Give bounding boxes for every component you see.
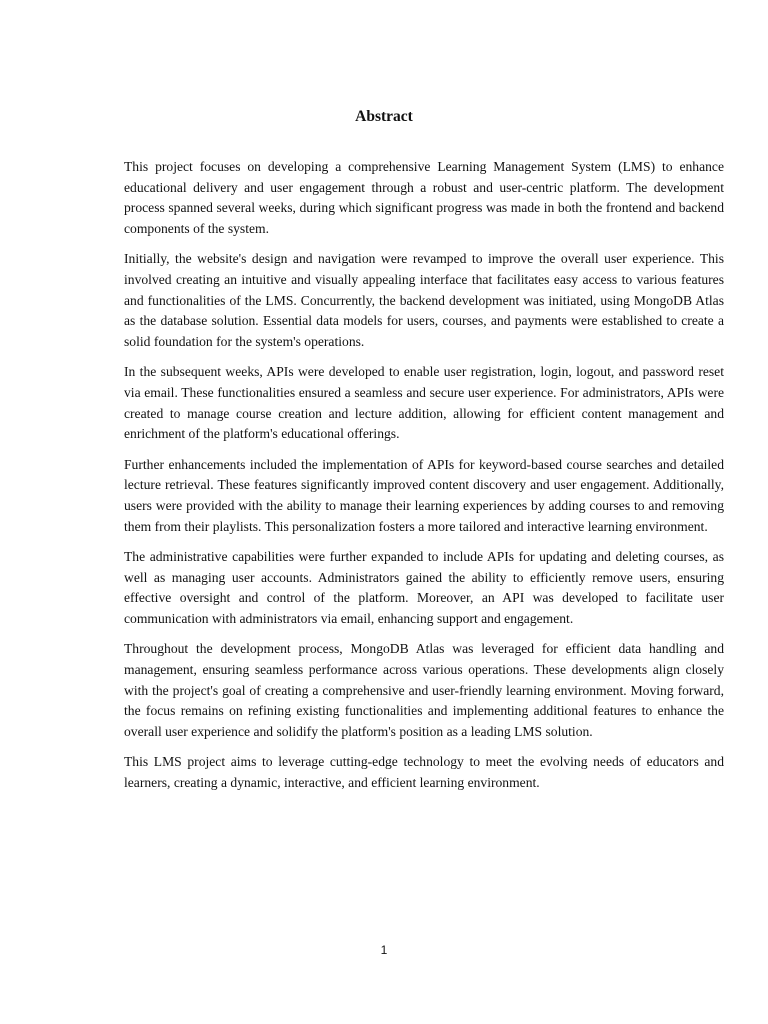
paragraph-7: This LMS project aims to leverage cutting-edge technology to meet the evolving needs of educators and learners, creating a dynamic, interactive, and efficient learning environment.	[124, 754, 724, 791]
abstract-body	[124, 157, 724, 804]
paragraph-1: This project focuses on developing a comprehensive Learning Management System (LMS) to enhance educational delivery and user engagement through a robust and user-centric platform. The development process spanned several weeks, during which significant progress was made in both the frontend and backend components of the system.	[124, 159, 724, 236]
paragraph-3: In the subsequent weeks, APIs were developed to enable user registration, login, logout, and password reset via email. These functionalities ensured a seamless and secure user experience. For administrators, APIs were created to manage course creation and lecture addition, allowing for efficient content management and enrichment of the platform's educational offerings.	[124, 364, 724, 442]
paragraph-2: Initially, the website's design and navigation were revamped to improve the overall user experience. This involved creating an intuitive and visually appealing interface that facilitates easy access to various features and functionalities of the LMS. Concurrently, the backend development was initiated, using MongoDB Atlas as the database solution. Essential data models for users, courses, and payments were established to create a solid foundation for the system's operations.	[124, 251, 724, 349]
page-number: 1	[380, 943, 388, 957]
paragraph-5: The administrative capabilities were further expanded to include APIs for updating and deleting courses, as well as managing user accounts. Administrators gained the ability to efficiently remove users, ensuring effective oversight and control of the platform. Moreover, an API was developed to facilitate user communication with administrators via email, enhancing support and engagement.	[124, 549, 724, 626]
paragraph-6: Throughout the development process, MongoDB Atlas was leveraged for efficient data handling and management, ensuring seamless performance across various operations. These developments align closely with the project's goal of creating a comprehensive and user-friendly learning environment. Moving forward, the focus remains on refining existing functionalities and implementing additional features to enhance the overall user experience and solidify the platform's position as a leading LMS solution.	[124, 641, 724, 739]
paragraph-4: Further enhancements included the implementation of APIs for keyword-based course searches and detailed lecture retrieval. These features significantly improved content discovery and user engagement. Additionally, users were provided with the ability to manage their learning experiences by adding courses to and removing them from their playlists. This personalization fosters a more tailored and interactive learning environment.	[124, 456, 724, 534]
page-title: Abstract	[355, 108, 413, 125]
